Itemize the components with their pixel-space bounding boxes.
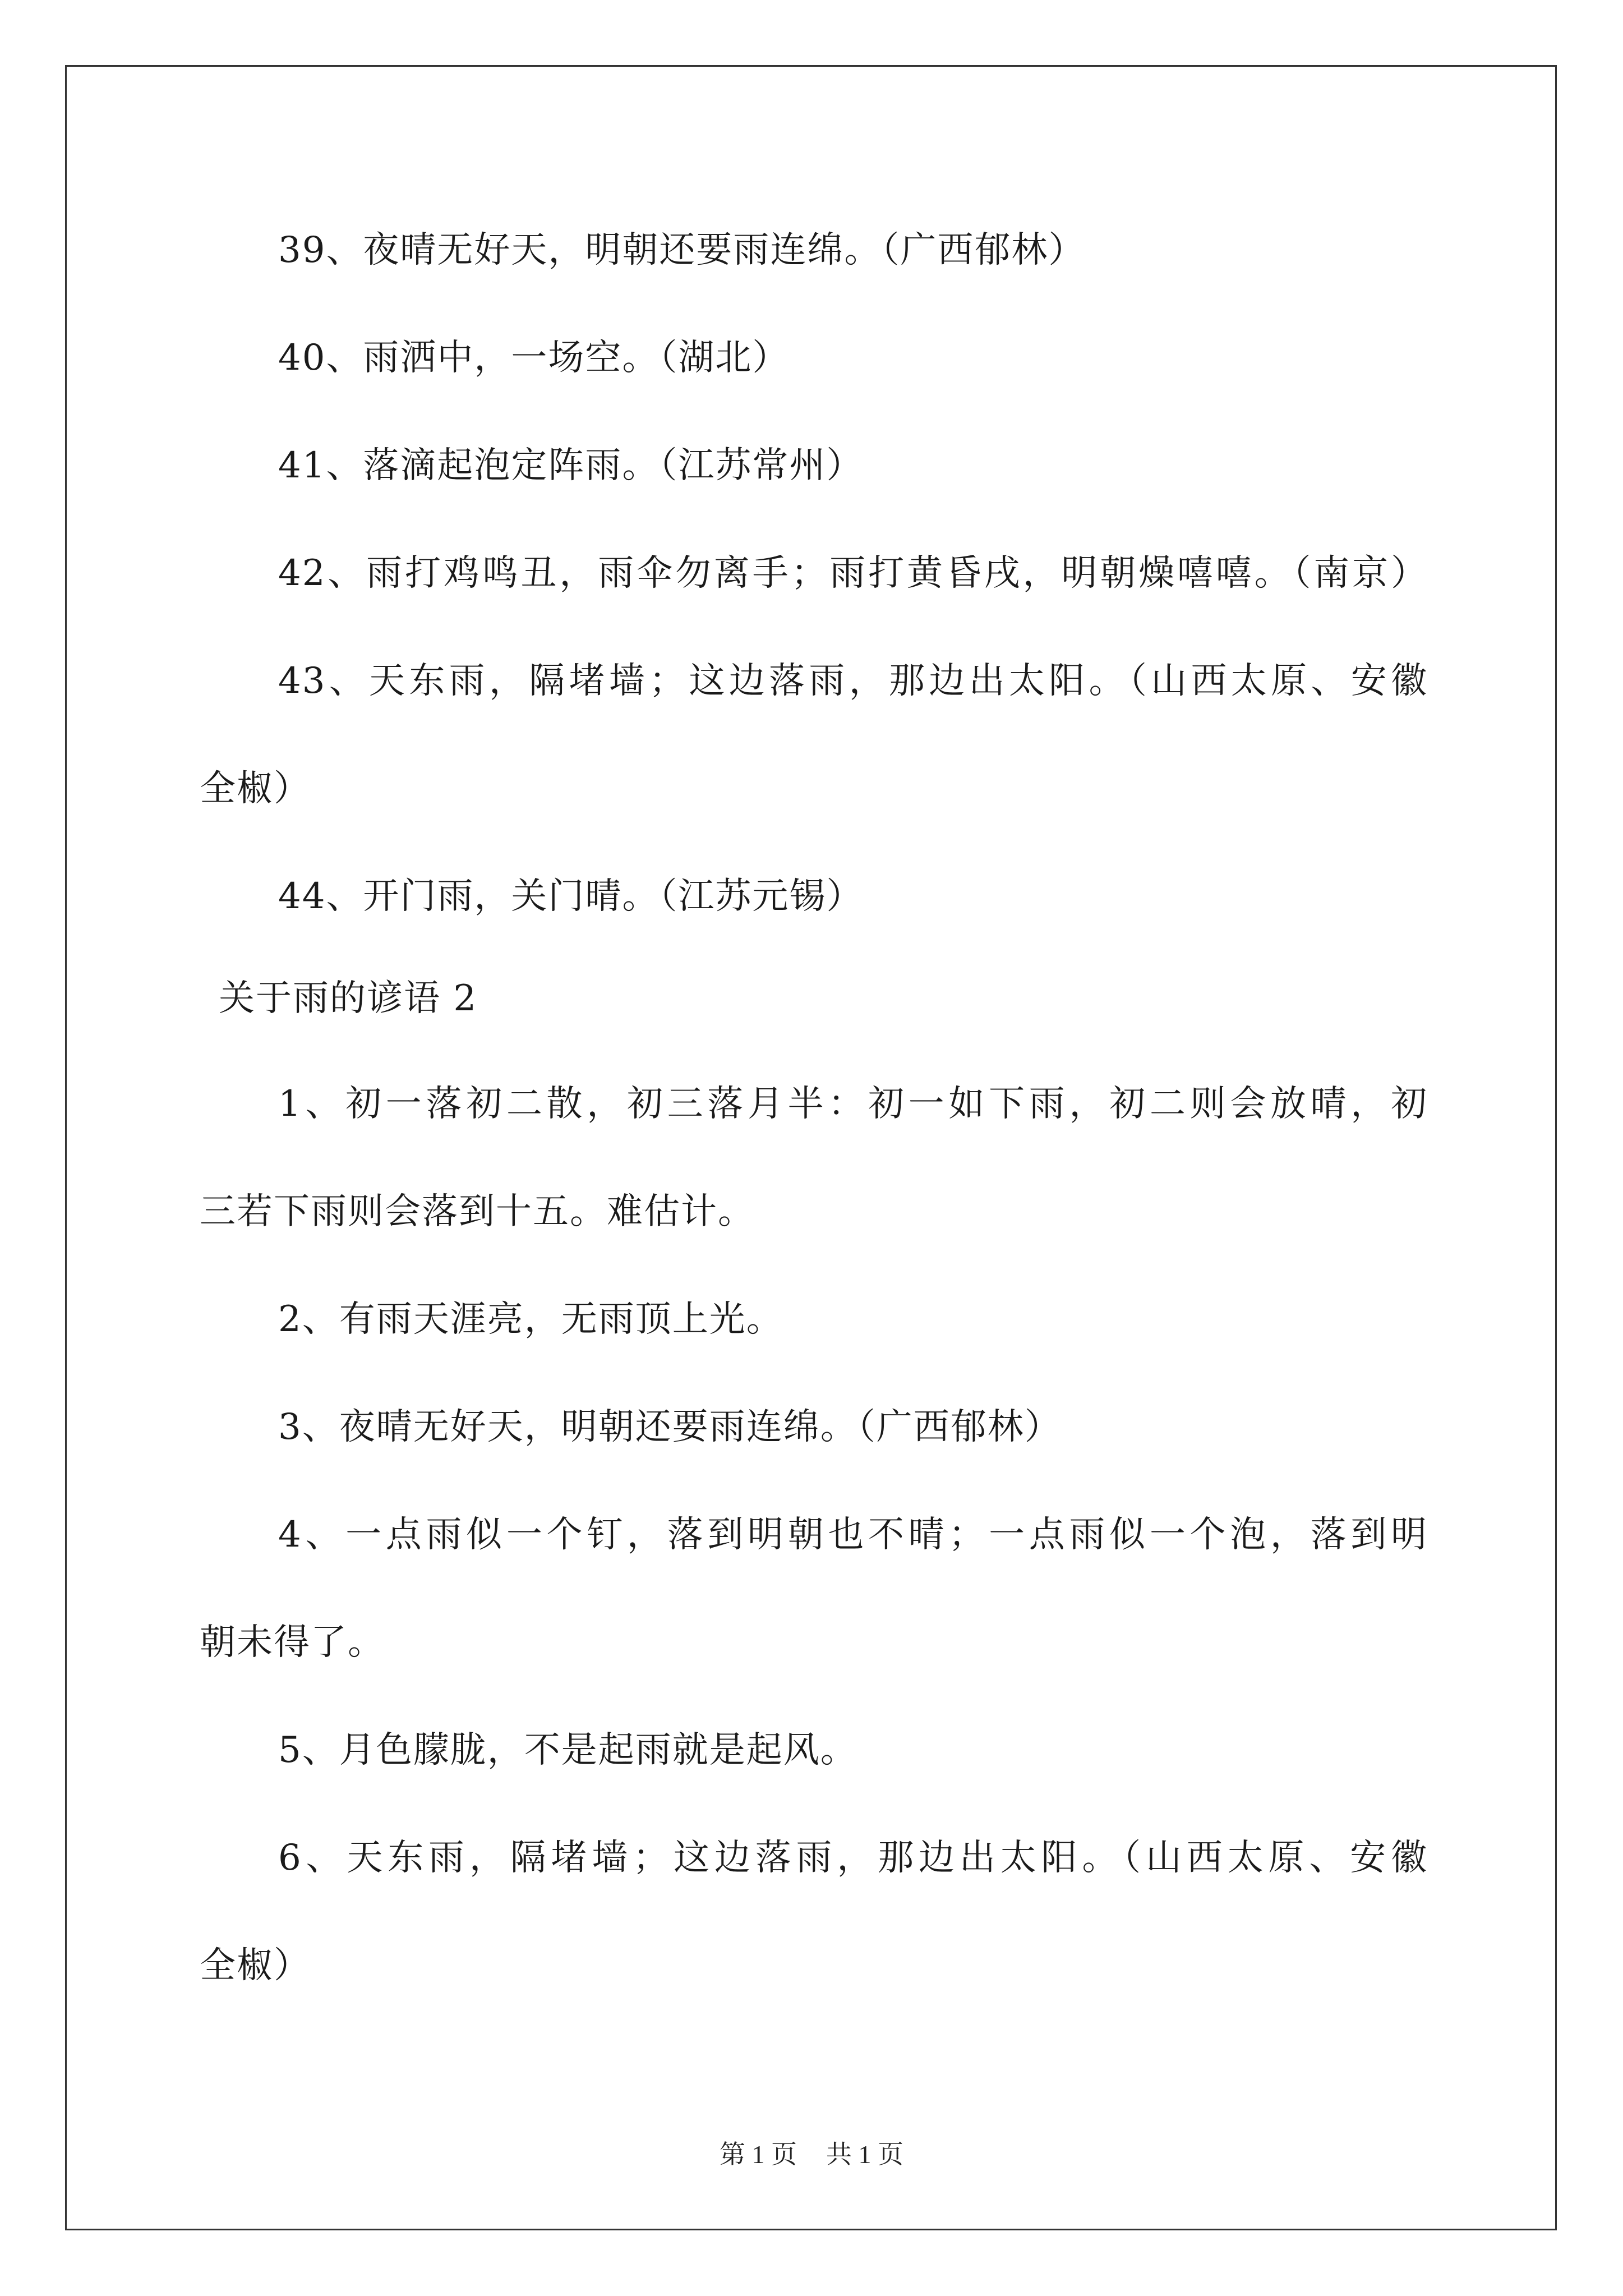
proverb-40: 40、雨洒中，一场空。（湖北） bbox=[278, 337, 790, 379]
proverb-39: 39、夜晴无好天，明朝还要雨连绵。（广西郁林） bbox=[278, 229, 1086, 271]
proverb-5: 5、月色朦胧，不是起雨就是起风。 bbox=[278, 1729, 857, 1771]
page-footer bbox=[0, 2134, 1623, 2171]
proverb-41: 41、落滴起泡定阵雨。（江苏常州） bbox=[278, 445, 864, 486]
proverb-1-continued: 三若下雨则会落到十五。难估计。 bbox=[200, 1191, 755, 1232]
proverb-43-continued: 全椒） bbox=[200, 768, 311, 809]
proverb-2: 2、有雨天涯亮，无雨顶上光。 bbox=[278, 1299, 783, 1340]
section-heading: 关于雨的谚语 2 bbox=[219, 978, 478, 1019]
proverb-44: 44、开门雨，关门晴。（江苏元锡） bbox=[278, 876, 864, 917]
page-total: 共 1 页 bbox=[826, 2140, 903, 2169]
page-border bbox=[65, 65, 1557, 2230]
proverb-4: 4、一点雨似一个钉，落到明朝也不晴；一点雨似一个泡，落到明 bbox=[278, 1514, 1428, 1556]
proverb-3: 3、夜晴无好天，明朝还要雨连绵。（广西郁林） bbox=[278, 1406, 1062, 1448]
page-number: 第 1 页 bbox=[720, 2140, 797, 2169]
proverb-4-continued: 朝未得了。 bbox=[200, 1622, 385, 1663]
proverb-6: 6、天东雨，隔堵墙；这边落雨，那边出太阳。（山西太原、安徽 bbox=[278, 1837, 1428, 1879]
proverb-42: 42、雨打鸡鸣丑，雨伞勿离手；雨打黄昏戌，明朝燥嘻嘻。（南京） bbox=[278, 553, 1428, 594]
proverb-43: 43、天东雨，隔堵墙；这边落雨，那边出太阳。（山西太原、安徽 bbox=[278, 660, 1428, 702]
proverb-1: 1、初一落初二散，初三落月半：初一如下雨，初二则会放晴，初 bbox=[278, 1083, 1428, 1125]
proverb-6-continued: 全椒） bbox=[200, 1945, 311, 1986]
